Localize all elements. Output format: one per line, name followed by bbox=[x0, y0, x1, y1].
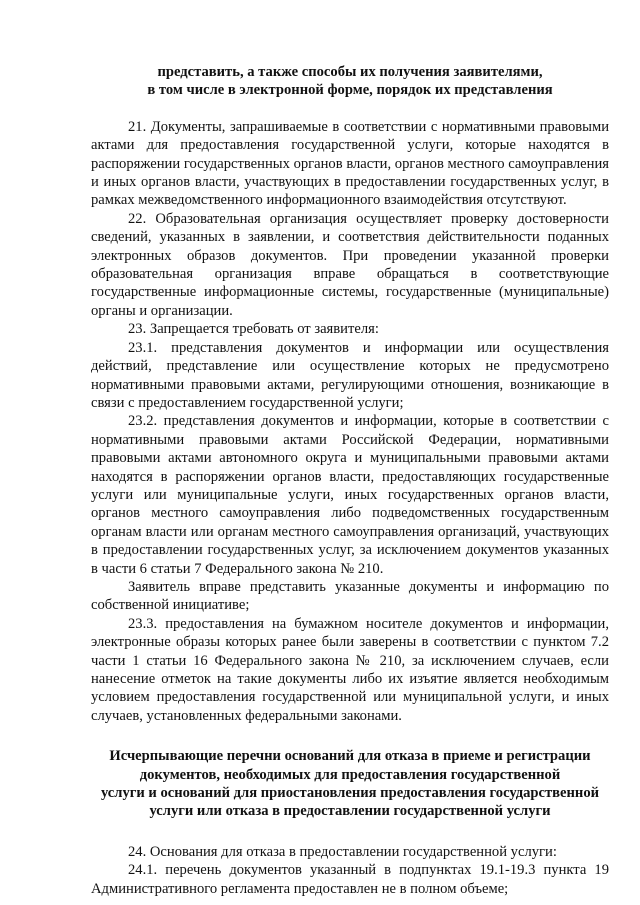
heading-line: в том числе в электронной форме, порядок их представления bbox=[147, 82, 553, 99]
paragraph-21: 21. Документы, запрашиваемые в соответствии с нормативными правовыми актами для предоставления государственной услуги, которые находятся в распоряжении государственных органов власти, органов местного самоуправления и иных органов власти, участвующих в предоставлении государственных услуг, в рамках межведомственного информационного взаимодействия отсутствуют. bbox=[91, 118, 609, 209]
paragraph-23-2: 23.2. представления документов и информации, которые в соответствии с нормативными правовыми актами Российской Федерации, нормативными правовыми актами автономного округа и муниципальными правовыми актами находятся в распоряжении органов власти, предоставляющих государственные услуги или муниципальные услуги, иных государственных органов власти, органов местного самоуправления либо подведомственных государственным органам власти или органам местного самоуправления организаций, участвующих в предоставлении государственных услуг, за исключением документов указанных в части 6 статьи 7 Федерального закона № 210. bbox=[91, 413, 609, 577]
section-heading-documents bbox=[91, 63, 609, 100]
paragraph-24: 24. Основания для отказа в предоставлении государственной услуги: bbox=[128, 843, 557, 860]
heading-line: представить, а также способы их получения заявителями, bbox=[157, 64, 543, 80]
section-heading-refusal-grounds bbox=[91, 747, 609, 821]
paragraph-applicant-right: Заявитель вправе представить указанные документы и информацию по собственной инициативе; bbox=[91, 578, 609, 614]
heading-line: Исчерпывающие перечни оснований для отказа в приеме и регистрации bbox=[109, 748, 591, 765]
paragraph-24-1: 24.1. перечень документов указанный в подпунктах 19.1-19.3 пункта 19 Административного регламента предоставлен не в полном объеме; bbox=[91, 862, 609, 897]
paragraph-23-3: 23.3. предоставления на бумажном носителе документов и информации, электронные образы которых ранее были заверены в соответствии с пунктом 7.2 части 1 статьи 16 Федерального закона № 210, за исключением случаев, если нанесение отметок на такие документы либо их изъятие является необходимым условием предоставления государственной или муниципальной услуги, и иных случаев, установленных федеральными законами. bbox=[91, 615, 609, 724]
paragraph-22: 22. Образовательная организация осуществляет проверку достоверности сведений, указанных в заявлении, и соответствия действительности поданных электронных образов документов. При проведении указанной проверки образовательная организация вправе обращаться в соответствующие государственные информационные системы, государственные (муниципальные) органы и организации. bbox=[91, 210, 609, 319]
heading-line: услуги и оснований для приостановления предоставления государственной bbox=[100, 785, 600, 802]
heading-line: услуги или отказа в предоставлении государственной услуги bbox=[149, 803, 551, 820]
paragraph-23-1: 23.1. представления документов и информации или осуществления действий, представление или осуществление которых не предусмотрено нормативными правовыми актами, регулирующими отношения, возникающие в связи с предоставлением государственной услуги; bbox=[91, 339, 609, 411]
paragraph-23: 23. Запрещается требовать от заявителя: bbox=[128, 321, 379, 338]
heading-line: документов, необходимых для предоставления государственной bbox=[139, 766, 561, 783]
document-page bbox=[91, 63, 609, 898]
